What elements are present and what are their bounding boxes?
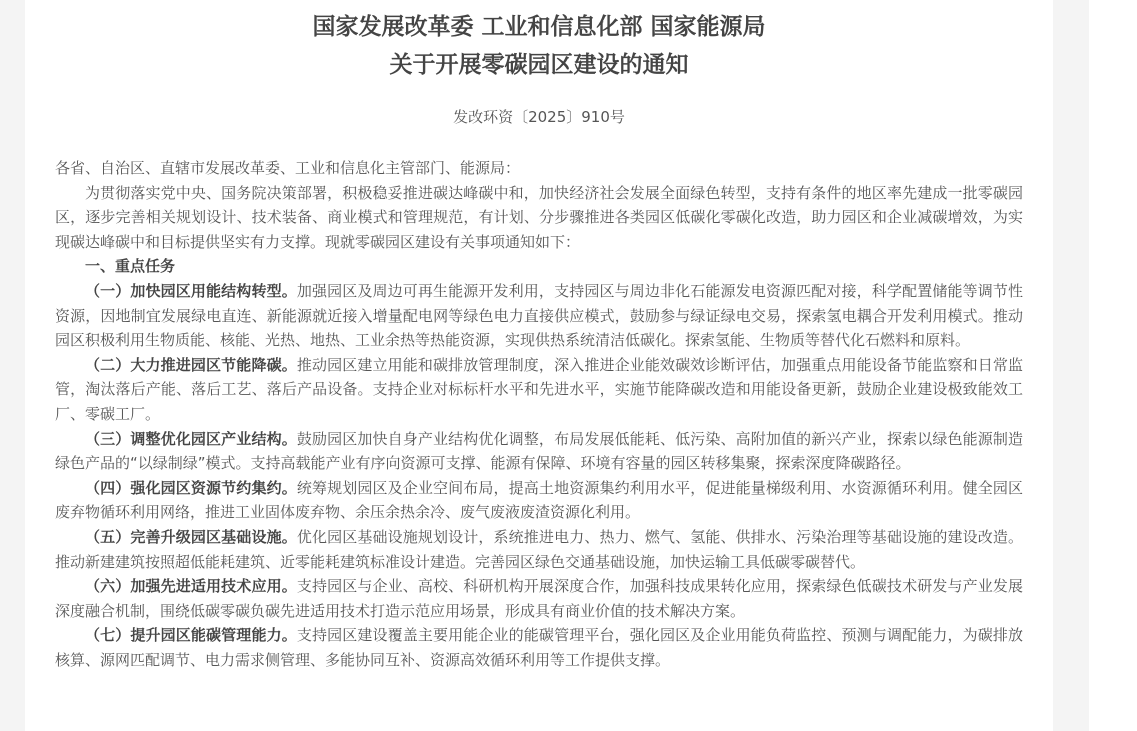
task-lead: （三）调整优化园区产业结构。 [85, 429, 297, 448]
task-paragraph-5 [55, 525, 1023, 574]
task-text: 支持园区与企业、高校、科研机构开展深度合作，加强科技成果转化应用，探索绿色低碳技术研发与产业发展深度融合机制，围绕低碳零碳负碳先进适用技术打造示范应用场景，形成具有商业价值的技术解决方案。 [55, 577, 1023, 620]
document-title-line-1: 国家发展改革委 工业和信息化部 国家能源局 [312, 14, 766, 40]
task-lead: （七）提升园区能碳管理能力。 [85, 626, 297, 645]
task-paragraph-1 [55, 279, 1023, 353]
task-lead: （一）加快园区用能结构转型。 [85, 281, 297, 300]
document-number: 发改环资〔2025〕910号 [453, 108, 625, 126]
document-title-line-2: 关于开展零碳园区建设的通知 [389, 52, 689, 78]
task-paragraph-7 [55, 623, 1023, 672]
task-paragraph-4 [55, 476, 1023, 525]
article-container [25, 0, 1053, 731]
task-paragraph-3 [55, 427, 1023, 476]
section-heading: 一、重点任务 [85, 257, 176, 276]
task-text: 加强园区及周边可再生能源开发利用，支持园区与周边非化石能源发电资源匹配对接，科学配置储能等调节性资源，因地制宜发展绿电直连、新能源就近接入增量配电网等绿色电力直接供应模式，鼓励参与绿证绿电交易，探索氢电耦合开发利用模式。推动园区积极利用生物质能、核能、光热、地热、工业余热等热能资源，实现供热系统清洁低碳化。探索氢能、生物质等替代化石燃料和原料。 [55, 281, 1023, 350]
task-text: 统筹规划园区及企业空间布局，提高土地资源集约利用水平，促进能量梯级利用、水资源循环利用。健全园区废弃物循环利用网络，推进工业固体废弃物、余压余热余冷、废气废液废渣资源化利用。 [55, 478, 1023, 522]
task-text: 鼓励园区加快自身产业结构优化调整，布局发展低能耗、低污染、高附加值的新兴产业，探索以绿色能源制造绿色产品的“以绿制绿”模式。支持高载能产业有序向资源可支撑、能源有保障、环境有容量的园区转移集聚，探索深度降碳路径。 [55, 429, 1023, 473]
task-lead: （六）加强先进适用技术应用。 [85, 577, 297, 596]
task-paragraph-2 [55, 353, 1023, 427]
task-text: 推动园区建立用能和碳排放管理制度，深入推进企业能效碳效诊断评估，加强重点用能设备节能监察和日常监管，淘汰落后产能、落后工艺、落后产品设备。支持企业对标标杆水平和先进水平，实施节能降碳改造和用能设备更新，鼓励企业建设极致能效工厂、零碳工厂。 [55, 355, 1023, 423]
right-side-panel [1089, 0, 1137, 731]
intro-paragraph: 为贯彻落实党中央、国务院决策部署，积极稳妥推进碳达峰碳中和，加快经济社会发展全面绿色转型，支持有条件的地区率先建成一批零碳园区，逐步完善相关规划设计、技术装备、商业模式和管理规范，有计划、分步骤推进各类园区低碳化零碳化改造，助力园区和企业减碳增效，为实现碳达峰碳中和目标提供坚实有力支撑。现就零碳园区建设有关事项通知如下： [55, 183, 1023, 251]
document-body [55, 156, 1023, 672]
salutation: 各省、自治区、直辖市发展改革委、工业和信息化主管部门、能源局： [55, 159, 521, 177]
task-lead: （四）强化园区资源节约集约。 [85, 478, 297, 497]
task-text: 优化园区基础设施规划设计，系统推进电力、热力、燃气、氢能、供排水、污染治理等基础设施的建设改造。推动新建建筑按照超低能耗建筑、近零能耗建筑标准设计建造。完善园区绿色交通基础设施，加快运输工具低碳零碳替代。 [55, 527, 1023, 571]
task-paragraph-6 [55, 574, 1023, 623]
task-lead: （二）大力推进园区节能降碳。 [85, 355, 297, 374]
task-lead: （五）完善升级园区基础设施。 [85, 527, 297, 546]
task-text: 支持园区建设覆盖主要用能企业的能碳管理平台，强化园区及企业用能负荷监控、预测与调配能力，为碳排放核算、源网匹配调节、电力需求侧管理、多能协同互补、资源高效循环利用等工作提供支撑。 [55, 626, 1023, 669]
